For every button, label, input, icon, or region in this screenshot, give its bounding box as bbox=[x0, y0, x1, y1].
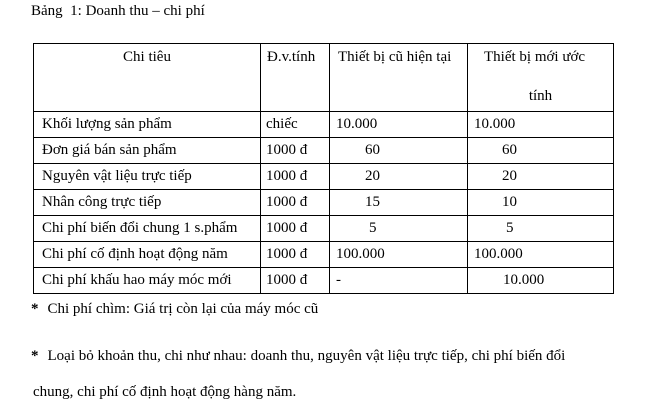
table-row bbox=[34, 190, 614, 216]
cell-current: 60 bbox=[365, 142, 380, 158]
cell-new: 100.000 bbox=[474, 246, 523, 262]
cell-current: 20 bbox=[365, 168, 380, 184]
cell-new: 5 bbox=[506, 220, 514, 236]
cell-metric: Đơn giá bán sản phẩm bbox=[42, 142, 177, 158]
cell-metric: Khối lượng sản phẩm bbox=[42, 116, 172, 132]
cell-unit: 1000 đ bbox=[266, 168, 308, 184]
revenue-cost-table bbox=[33, 43, 614, 294]
header-new-equipment: Thiết bị mới ước tính bbox=[468, 44, 614, 112]
cell-metric: Nhân công trực tiếp bbox=[42, 194, 162, 210]
table-row bbox=[34, 216, 614, 242]
note-text: Loại bỏ khoản thu, chi như nhau: doanh thu, nguyên vật liệu trực tiếp, chi phí biến đổi bbox=[47, 348, 566, 364]
cell-metric: Chi phí biến đổi chung 1 s.phẩm bbox=[42, 220, 238, 236]
cell-metric: Nguyên vật liệu trực tiếp bbox=[42, 168, 192, 184]
cell-new: 10.000 bbox=[474, 116, 516, 132]
note-sunk-cost bbox=[31, 301, 318, 318]
cell-unit: 1000 đ bbox=[266, 272, 308, 288]
note-exclusions bbox=[31, 348, 565, 365]
table-row bbox=[34, 268, 614, 294]
cell-unit: chiếc bbox=[266, 116, 298, 132]
cell-unit: 1000 đ bbox=[266, 246, 308, 262]
bullet-star: * bbox=[31, 348, 39, 364]
cell-current: 5 bbox=[369, 220, 377, 236]
cell-new: 20 bbox=[502, 168, 517, 184]
cell-current: 10.000 bbox=[336, 116, 378, 132]
cell-unit: 1000 đ bbox=[266, 142, 308, 158]
cell-metric: Chi phí cố định hoạt động năm bbox=[42, 246, 228, 262]
table-caption: Bảng 1: Doanh thu – chi phí bbox=[31, 3, 205, 19]
table-row bbox=[34, 138, 614, 164]
cell-new: 10 bbox=[502, 194, 517, 210]
cell-current: - bbox=[336, 272, 341, 288]
note-text: Chi phí chìm: Giá trị còn lại của máy móc cũ bbox=[47, 301, 319, 317]
cell-metric: Chi phí khấu hao máy móc mới bbox=[42, 272, 232, 288]
table-row bbox=[34, 242, 614, 268]
header-current-equipment: Thiết bị cũ hiện tại bbox=[330, 44, 468, 112]
note-exclusions-continued: chung, chi phí cố định hoạt động hàng năm. bbox=[33, 384, 297, 400]
cell-current: 15 bbox=[365, 194, 380, 210]
table-row bbox=[34, 164, 614, 190]
table-header-row bbox=[34, 44, 614, 112]
bullet-star: * bbox=[31, 301, 39, 317]
table-row bbox=[34, 112, 614, 138]
cell-new: 10.000 bbox=[503, 272, 545, 288]
cell-unit: 1000 đ bbox=[266, 220, 308, 236]
header-metric: Chi tiêu bbox=[34, 44, 261, 112]
cell-new: 60 bbox=[502, 142, 517, 158]
header-unit: Đ.v.tính bbox=[261, 44, 330, 112]
cell-unit: 1000 đ bbox=[266, 194, 308, 210]
cell-current: 100.000 bbox=[336, 246, 385, 262]
